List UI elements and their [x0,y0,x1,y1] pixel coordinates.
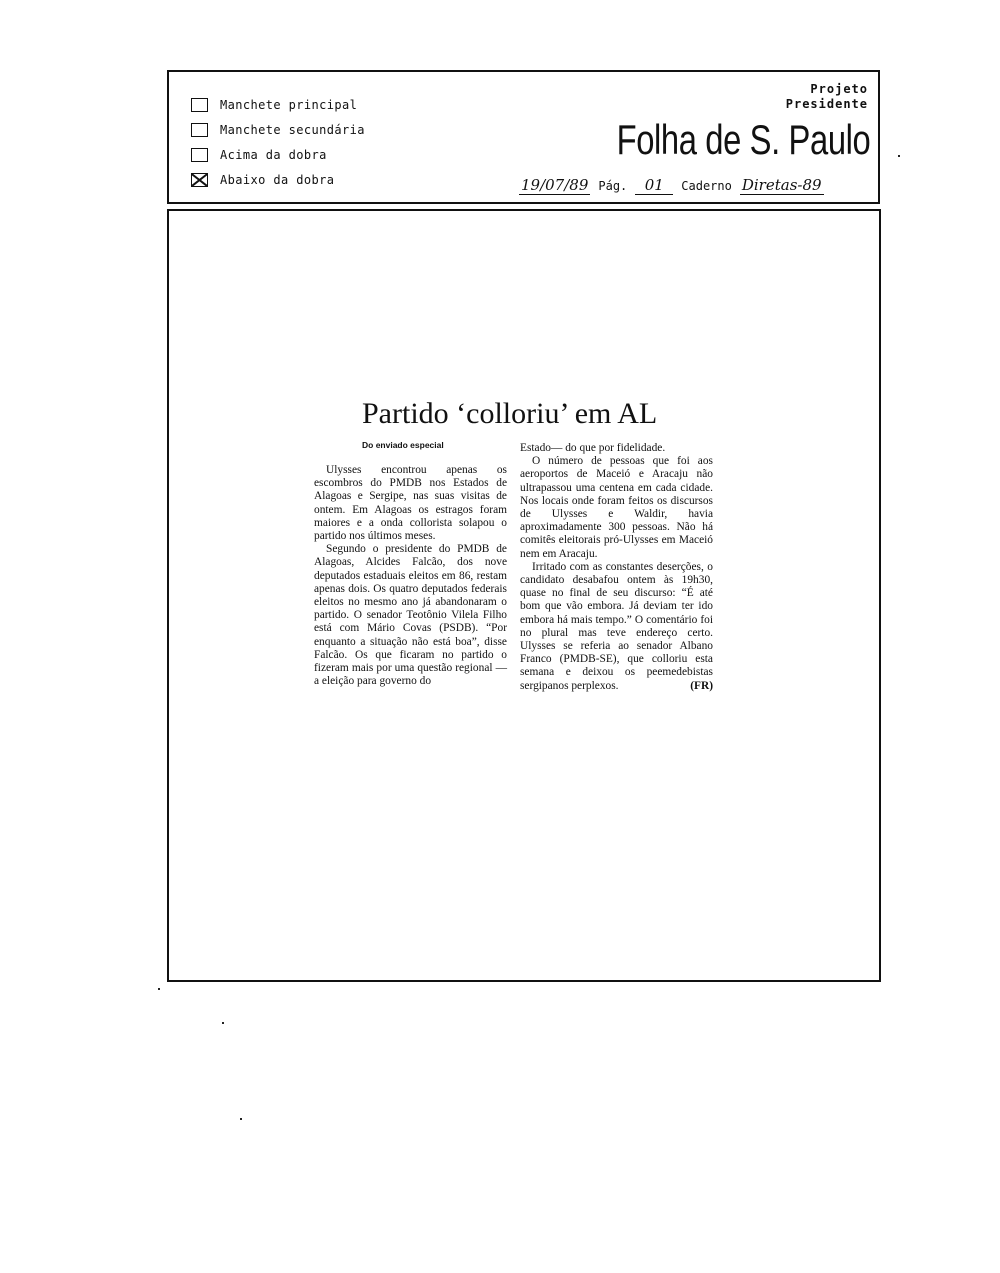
article-headline: Partido ‘colloriu’ em AL [362,397,658,430]
check-label: Abaixo da dobra [220,172,335,187]
section-field: Diretas-89 [741,176,822,194]
check-acima-da-dobra[interactable] [191,142,365,167]
check-manchete-secundaria[interactable] [191,117,365,142]
article-column-1 [314,464,507,688]
paragraph: O número de pessoas que foi aos aeroportos de Maceió e Aracaju não ultrapassou uma centena em cada cidade. Nos locais onde foram feitos os discursos de Ulysses e Waldir, havia aproximadamente 300 pessoas. Não há comitês eleitorais pró-Ulysses em Maceió nem em Aracaju. [520,455,713,560]
checkbox[interactable] [191,123,208,137]
article-credit: (FR) [690,679,713,692]
date-field: 19/07/89 [521,176,589,194]
checkbox[interactable] [191,148,208,162]
check-label: Acima da dobra [220,147,327,162]
scan-speck [898,155,900,157]
section-label: Caderno [681,179,732,193]
paragraph-text: Irritado com as constantes deserções, o candidato desabafou ontem às 19h30, quase no final de seu discurso: “É até bom que vão embora. Já deviam ter ido embora há mais tempo.” O comentário foi no plural mas teve endereço certo. Ulysses se referia ao senador Albano Franco (PMDB-SE), que colloriu esta semana e deixou os peemedebistas sergipanos perplexos. [520,560,713,692]
project-line: Projeto [810,82,868,96]
checkbox[interactable] [191,98,208,112]
check-label: Manchete secundária [220,122,365,137]
check-label: Manchete principal [220,97,358,112]
clipping-meta [519,176,824,195]
classification-checklist [191,92,365,192]
article-byline: Do enviado especial [362,440,444,450]
paragraph: Segundo o presidente do PMDB de Alagoas, Alcides Falcão, dos nove deputados estaduais eleitos em 86, restam apenas dois. Os quatro deputados federais eleitos no mesmo ano já abandonaram o partido. O senador Teotônio Vilela Filho está com Mário Covas (PSDB). “Por enquanto a situação não está boa”, disse Falcão. Os que ficaram no partido o fizeram mais por uma questão regional —a eleição para governo do [314,543,507,688]
paragraph: Ulysses encontrou apenas os escombros do PMDB nos Estados de Alagoas e Sergipe, nas suas visitas de ontem. Em Alagoas os estragos foram maiores e a onda collorista solapou o partido nos últimos meses. [314,464,507,543]
project-label [786,82,868,112]
check-manchete-principal[interactable] [191,92,365,117]
paragraph [520,561,713,693]
check-abaixo-da-dobra[interactable] [191,167,365,192]
scan-speck [240,1118,242,1120]
page-label: Pág. [598,179,628,193]
project-line: Presidente [785,97,868,111]
scan-speck [158,988,160,990]
article-column-2 [520,442,713,693]
page-field: 01 [635,176,673,195]
newspaper-name: Folha de S. Paulo [616,116,870,163]
paragraph: Estado— do que por fidelidade. [520,442,666,454]
scan-speck [222,1022,224,1024]
checkbox-checked[interactable] [191,173,208,187]
